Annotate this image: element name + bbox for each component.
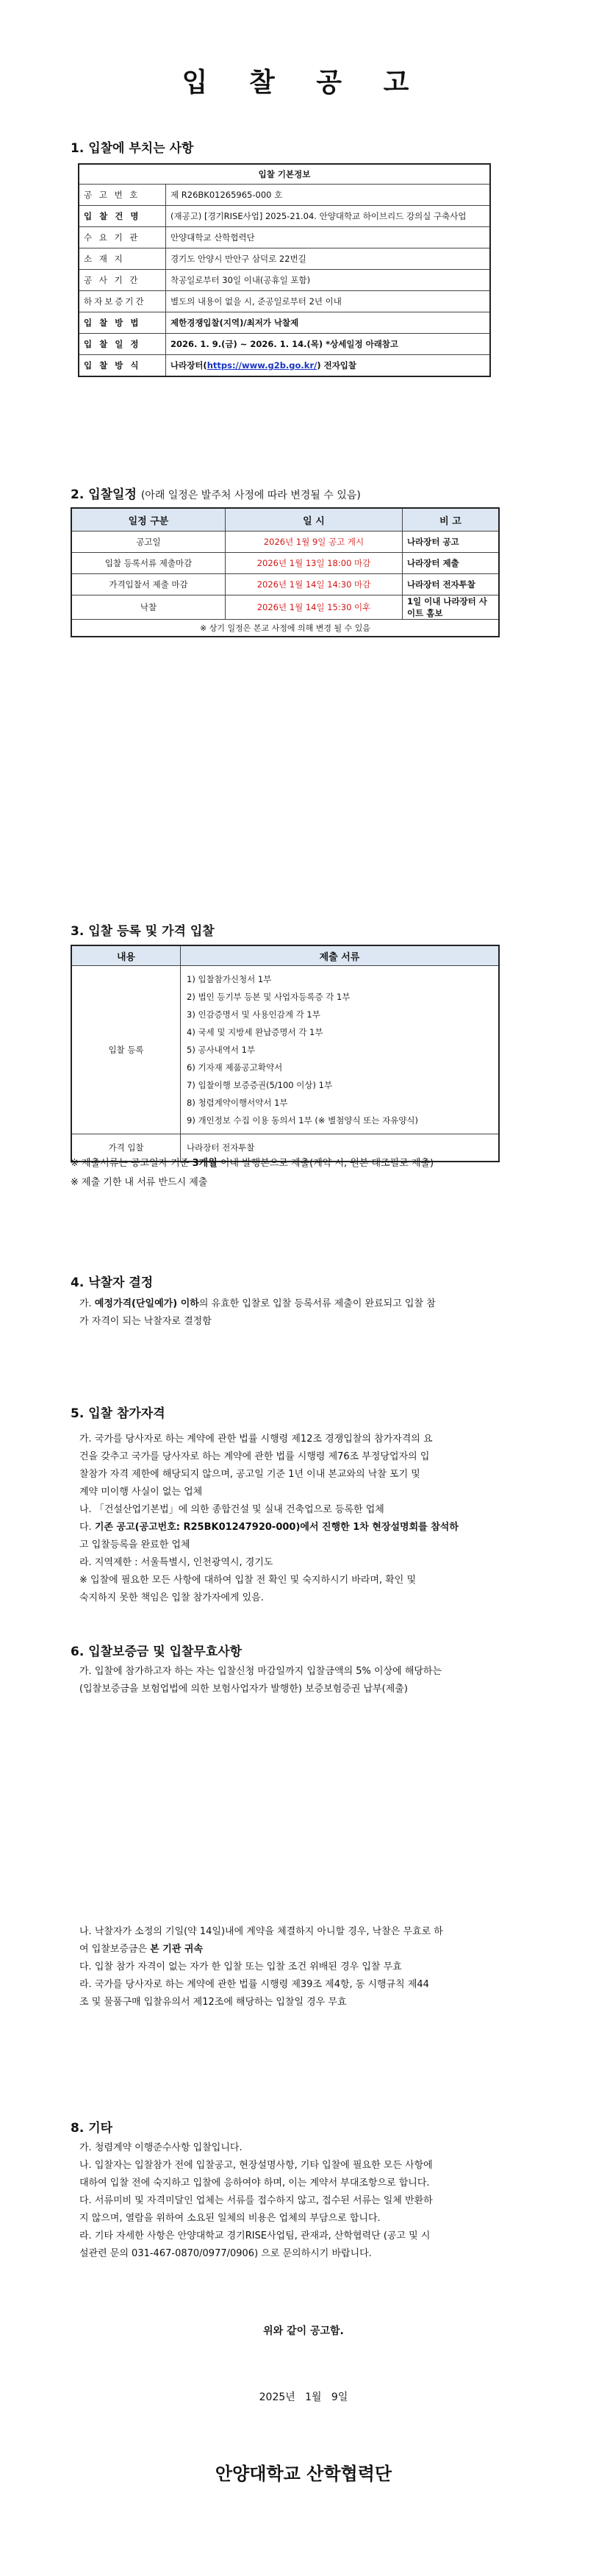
col-header: 제출 서류: [181, 945, 500, 966]
page-title: 입 찰 공 고: [182, 68, 425, 98]
table-row: [79, 270, 490, 291]
col-header: 일 시: [226, 508, 403, 532]
body-line: 라. 기타 자세한 사항은 안양대학교 경기RISE사업팀, 관재과, 산학협력단 (공고 및 시: [79, 2230, 431, 2242]
row-value: 착공일로부터 30일 이내(공휴일 포함): [166, 270, 491, 291]
section-6-body-top: [79, 1663, 542, 1698]
row-value: 2026. 1. 9.(금) ~ 2026. 1. 14.(목) *상세일정 아래참고: [166, 334, 491, 355]
section-6-heading: 6. 입찰보증금 및 입찰무효사항: [71, 1645, 243, 1659]
body-line: 고 입찰등록을 완료한 업체: [79, 1539, 190, 1550]
row-value-prefix: 나라장터(: [170, 360, 207, 371]
section-5-body: [79, 1431, 542, 1607]
price-bid-value: 나라장터 전자투찰: [181, 1134, 500, 1162]
list-item: 5) 공사내역서 1부: [187, 1045, 256, 1055]
body-line: 나. 「건설산업기본법」에 의한 종합건설 및 실내 건축업으로 등록한 업체: [79, 1504, 384, 1515]
row-value: 제한경쟁입찰(지역)/최저가 낙찰제: [166, 312, 491, 334]
g2b-link[interactable]: https://www.g2b.go.kr/: [206, 360, 317, 371]
body-emphasis: 본 기관 귀속: [150, 1944, 204, 1955]
body-line: ※ 입찰에 필요한 모든 사항에 대하여 입찰 전 확인 및 숙지하시기 바라며, 확인 및: [79, 1575, 417, 1586]
body-line: 나. 낙찰자가 소정의 기일(약 14일)내에 계약을 체결하지 아니할 경우, 낙찰은 무효로 하: [79, 1926, 443, 1937]
body-emphasis: 예정가격(단일예가) 이하: [94, 1298, 199, 1309]
row-label: 공 고 번 호: [79, 185, 166, 206]
cell: 공고일: [71, 532, 226, 553]
list-item: 6) 기자재 제품공고확약서: [187, 1062, 283, 1073]
body-line: 가. 국가를 당사자로 하는 계약에 관한 법률 시행령 제12조 경쟁입찰의 참가자격의 요: [79, 1434, 433, 1445]
body-line: 계약 미이행 사실이 없는 업체: [79, 1486, 203, 1498]
body-line: 라. 국가를 당사자로 하는 계약에 관한 법률 시행령 제39조 제4항, 동 시행규칙 제44: [79, 1979, 429, 1990]
body-text: 여 입찰보증금은: [79, 1944, 151, 1955]
row-label: 수 요 기 관: [79, 227, 166, 248]
bid-info-table: [78, 163, 491, 377]
body-line: 설관련 문의 031-467-0870/0977/0906) 으로 문의하시기 바랍니다.: [79, 2248, 372, 2259]
list-item: 1) 입찰참가신청서 1부: [187, 974, 272, 984]
body-line: 가 자격이 되는 낙찰자로 결정함: [79, 1316, 212, 1327]
table-row: [79, 291, 490, 312]
body-line: 가. 입찰에 참가하고자 하는 자는 입찰신청 마감일까지 입찰금액의 5% 이상에 해당하는: [79, 1666, 442, 1677]
schedule-note: ※ 상기 일정은 본교 사정에 의해 변경 될 수 있음: [71, 620, 499, 637]
note-emphasis: 3개월: [192, 1158, 218, 1169]
price-bid-label: 가격 입찰: [71, 1134, 181, 1162]
cell: 나라장터 전자투찰: [403, 574, 500, 595]
table-row: [79, 355, 490, 377]
row-value-suffix: ) 전자입찰: [317, 360, 357, 371]
cell: 2026년 1월 13일 18:00 마감: [226, 553, 403, 574]
row-label: 입 찰 일 정: [79, 334, 166, 355]
note-text: 이내 발행본으로 제출(계약 시, 원본 대조필로 제출): [217, 1158, 434, 1169]
table-row: [71, 595, 499, 620]
body-line: 숙지하지 못한 책임은 입찰 참가자에게 있음.: [79, 1592, 264, 1603]
note-line: ※ 제출 기한 내 서류 반드시 제출: [71, 1177, 208, 1188]
table-row: [71, 574, 499, 595]
list-item: 9) 개인정보 수집 이용 동의서 1부 (※ 별첨양식 또는 자유양식): [187, 1115, 419, 1126]
body-line: 라. 지역제한 : 서울특별시, 인천광역시, 경기도: [79, 1557, 273, 1568]
bid-info-table-header: 입찰 기본정보: [79, 164, 490, 185]
body-line: 건을 갖추고 국가를 당사자로 하는 계약에 관한 법률 시행령 제76조 부정당업자의 입: [79, 1451, 430, 1462]
row-label: 입 찰 방 식: [79, 355, 166, 377]
body-line: 대하여 입찰 전에 숙지하고 입찰에 응하여야 하며, 이는 계약서 부대조항으로 합니다.: [79, 2178, 430, 2189]
list-item: 7) 입찰이행 보증증권(5/100 이상) 1부: [187, 1080, 333, 1090]
table-row: [79, 185, 490, 206]
row-value: [166, 355, 491, 377]
section-4-heading: 4. 낙찰자 결정: [71, 1276, 154, 1290]
body-line: 찰참가 자격 제한에 해당되지 않으며, 공고일 기준 1년 이내 본교와의 낙찰 포기 및: [79, 1469, 420, 1480]
table-row: [79, 334, 490, 355]
section-1-heading: 1. 입찰에 부치는 사항: [71, 141, 194, 156]
row-label: 하자보증기간: [79, 291, 166, 312]
table-row: [79, 227, 490, 248]
body-line: 가. 청렴계약 이행준수사항 입찰입니다.: [79, 2142, 243, 2153]
body-text: 다.: [79, 1522, 95, 1533]
section-4-body: [79, 1295, 542, 1331]
section-2-heading: [71, 484, 361, 502]
body-text: 의 유효한 입찰로 입찰 등록서류 제출이 완료되고 입찰 참: [198, 1298, 436, 1309]
body-line: [79, 1941, 542, 1958]
section-3-notes: [71, 1154, 556, 1192]
documents-table: [71, 945, 500, 1162]
cell: 1일 이내 나라장터 사이트 홈보: [403, 595, 500, 620]
cell: 2026년 1월 14일 15:30 이후: [226, 595, 403, 620]
section-8-heading: 8. 기타: [71, 2121, 113, 2136]
cell: 낙찰: [71, 595, 226, 620]
body-line: 다. 입찰 참가 자격이 없는 자가 한 입찰 또는 입찰 조건 위배된 경우 입찰 무효: [79, 1961, 402, 1972]
row-label: 공 사 기 간: [79, 270, 166, 291]
cell: 나라장터 제출: [403, 553, 500, 574]
section-6-body-bottom: [79, 1923, 542, 2011]
list-item: 2) 법인 등기부 등본 및 사업자등록증 각 1부: [187, 992, 351, 1002]
table-row: [79, 206, 490, 227]
table-row: [71, 532, 499, 553]
section-8-body: [79, 2139, 542, 2263]
row-value: 안양대학교 산학협력단: [166, 227, 491, 248]
cell: 가격입찰서 제출 마감: [71, 574, 226, 595]
body-line: [79, 1295, 542, 1313]
body-line: (입찰보증금을 보험업법에 의한 보험사업자가 발행한) 보증보험증권 납부(제출): [79, 1684, 408, 1695]
row-value: (재공고) [경기RISE사업] 2025-21.04. 안양대학교 하이브리드 강의실 구축사업: [166, 206, 491, 227]
section-3-heading: 3. 입찰 등록 및 가격 입찰: [71, 924, 215, 939]
list-item: 8) 청렴계약이행서약서 1부: [187, 1098, 288, 1108]
section-5-heading: 5. 입찰 참가자격: [71, 1406, 165, 1421]
row-label: 소 재 지: [79, 248, 166, 270]
row-value: 경기도 안양시 만안구 삼덕로 22번길: [166, 248, 491, 270]
table-row: [79, 248, 490, 270]
section-2-subtitle: (아래 일정은 발주처 사정에 따라 변경될 수 있음): [140, 490, 361, 501]
schedule-table: [71, 507, 500, 637]
note-text: ※ 제출서류는 공고일자 기준: [71, 1158, 193, 1169]
row-value: 별도의 내용이 없을 시, 준공일로부터 2년 이내: [166, 291, 491, 312]
row-label: 입 찰 건 명: [79, 206, 166, 227]
cell: 나라장터 공고: [403, 532, 500, 553]
list-item: 3) 인감증명서 및 사용인감계 각 1부: [187, 1009, 320, 1020]
cell: 입찰 등록서류 제출마감: [71, 553, 226, 574]
col-header: 일정 구분: [71, 508, 226, 532]
section-2-title: 2. 입찰일정: [71, 487, 137, 502]
col-header: 내용: [71, 945, 181, 966]
issuer-signature: 안양대학교 산학협력단: [215, 2464, 392, 2484]
body-line: 지 않으며, 열람을 위하여 소요된 일체의 비용은 업체의 부담으로 합니다.: [79, 2213, 381, 2224]
body-line: 조 및 물품구매 입찰유의서 제12조에 해당하는 입찰일 경우 무효: [79, 1997, 347, 2008]
table-row: [71, 553, 499, 574]
row-value: 제 R26BK01265965-000 호: [166, 185, 491, 206]
cell: 2026년 1월 14일 14:30 마감: [226, 574, 403, 595]
body-emphasis: 기존 공고(공고번호: R25BK01247920-000)에서 진행한 1차 현장설명회를 참석하: [94, 1522, 459, 1533]
body-line: 다. 서류미비 및 자격미달인 업체는 서류를 접수하지 않고, 접수된 서류는 일체 반환하: [79, 2195, 433, 2206]
col-header: 비 고: [403, 508, 500, 532]
body-line: 나. 입찰자는 입찰참가 전에 입찰공고, 현장설명사항, 기타 입찰에 필요한 모든 사항에: [79, 2160, 433, 2171]
closing-statement: 위와 같이 공고함.: [263, 2325, 344, 2337]
document-list: [181, 966, 500, 1134]
body-text: 가.: [79, 1298, 95, 1309]
row-label: 입 찰 방 법: [79, 312, 166, 334]
list-item: 4) 국세 및 지방세 완납증명서 각 1부: [187, 1027, 323, 1037]
body-line: [79, 1519, 542, 1536]
cell: 2026년 1월 9일 공고 게시: [226, 532, 403, 553]
registration-label: 입찰 등록: [71, 966, 181, 1134]
note-line: [71, 1154, 556, 1173]
notice-date: 2025년 1월 9일: [259, 2391, 348, 2403]
table-row: [79, 312, 490, 334]
